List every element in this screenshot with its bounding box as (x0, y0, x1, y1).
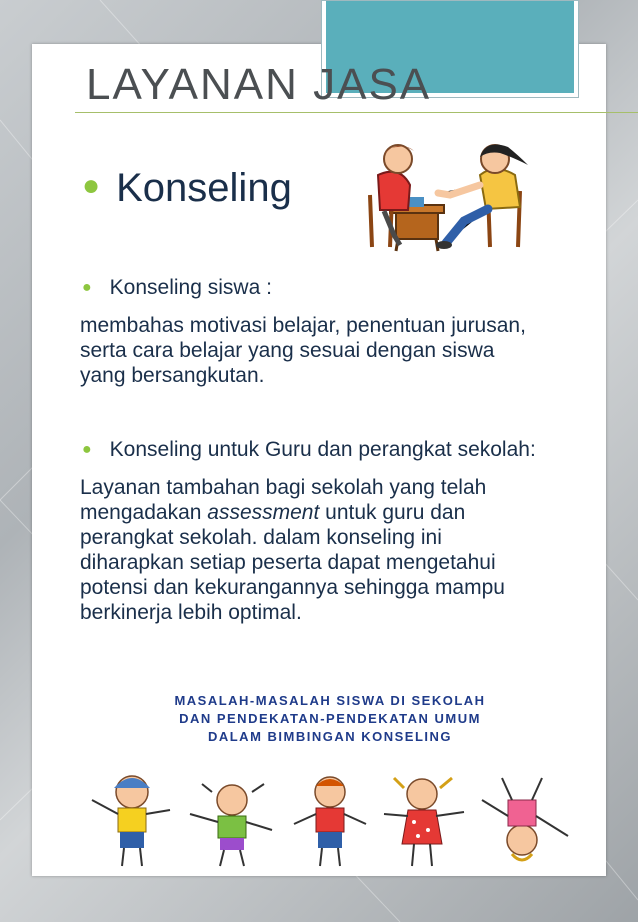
heading-konseling (82, 166, 292, 211)
title-underline (75, 112, 638, 113)
section-2-bullet (82, 438, 536, 462)
paragraph-emphasis: assessment (207, 501, 320, 524)
section-1-paragraph (80, 313, 610, 388)
child-1 (92, 776, 170, 866)
bullet-dot-icon: ● (82, 441, 92, 458)
paragraph-line: perangkat sekolah. dalam konseling ini (80, 526, 442, 549)
paragraph-line: potensi dan kekurangannya sehingga mampu (80, 576, 505, 599)
paragraph-line: serta cara belajar yang sesuai dengan siswa (80, 339, 495, 362)
image-caption-line-1: MASALAH-MASALAH SISWA DI SEKOLAH (174, 693, 486, 708)
child-3 (294, 777, 366, 866)
section-1-bullet (82, 276, 272, 300)
paragraph-line: Layanan tambahan bagi sekolah yang telah (80, 476, 487, 499)
heading-text: Konseling (116, 166, 292, 210)
child-5 (482, 778, 568, 860)
bullet-dot-icon: ● (82, 279, 92, 296)
counseling-clipart-icon (360, 135, 535, 255)
paragraph-line: berkinerja lebih optimal. (80, 601, 302, 624)
paragraph-line-mixed (80, 500, 610, 525)
paragraph-line: yang bersangkutan. (80, 364, 265, 387)
paragraph-line: diharapkan setiap peserta dapat mengetahui (80, 551, 496, 574)
paragraph-text: untuk guru dan (319, 501, 466, 524)
bullet-dot-icon: ● (82, 169, 101, 202)
paragraph-text: mengadakan (80, 501, 208, 524)
image-caption-line-2: DAN PENDEKATAN-PENDEKATAN UMUM (179, 711, 481, 726)
children-clipart-icon (72, 770, 588, 870)
slide-title: LAYANAN JASA (86, 60, 432, 109)
section-2-paragraph (80, 475, 610, 625)
paragraph-line: membahas motivasi belajar, penentuan jurusan, (80, 314, 526, 337)
section-2-bullet-text: Konseling untuk Guru dan perangkat sekolah: (109, 438, 536, 461)
image-caption-line-3: DALAM BIMBINGAN KONSELING (207, 729, 453, 744)
child-4 (384, 778, 464, 866)
child-2 (190, 784, 272, 866)
section-1-bullet-text: Konseling siswa : (109, 276, 272, 299)
